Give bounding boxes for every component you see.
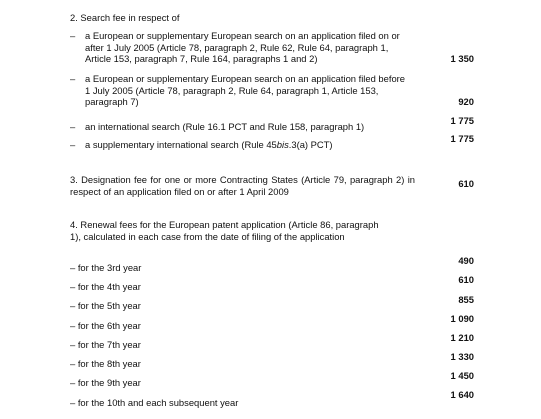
renewal-year-3: – for the 3rd year [70, 262, 142, 273]
renewal-year-3-amount: 490 [458, 255, 474, 266]
search-fee-european-after-2005-amount: 1 350 [450, 53, 474, 64]
item-dash: – [70, 73, 76, 84]
item-dash: – [70, 30, 76, 41]
renewal-year-5: – for the 5th year [70, 300, 141, 311]
search-fee-european-before-2005-amount: 920 [458, 96, 474, 107]
designation-fee-amount: 610 [458, 178, 474, 189]
item-dash: – [70, 139, 76, 150]
search-fee-international-amount: 1 775 [450, 115, 474, 126]
designation-fee: 3. Designation fee for one or more Contracting States (Article 79, paragraph 2) in respect of an application filed on or after 1 April 2009 [70, 174, 415, 197]
renewal-year-4: – for the 4th year [70, 281, 141, 292]
renewal-year-9: – for the 9th year [70, 377, 141, 388]
renewal-year-10-plus-amount: 1 640 [450, 389, 474, 400]
renewal-year-6: – for the 6th year [70, 320, 141, 331]
search-fee-supplementary-international: a supplementary international search (Rule 45bis.3(a) PCT) [85, 139, 333, 150]
renewal-year-7: – for the 7th year [70, 339, 141, 350]
search-fee-european-after-2005: a European or supplementary European search on an application filed on or after 1 July 2005 (Article 78, paragraph 2, Rule 62, Rule 64, paragraph 1, Article 153, paragraph 7, Rule 164, paragraphs 1 and 2) [85, 30, 400, 65]
renewal-year-9-amount: 1 450 [450, 370, 474, 381]
item-dash: – [70, 121, 76, 132]
renewal-year-4-amount: 610 [458, 274, 474, 285]
renewal-fees-heading: 4. Renewal fees for the European patent application (Article 86, paragraph 1), calculated in each case from the date of filing of the application [70, 219, 379, 242]
renewal-year-5-amount: 855 [458, 294, 474, 305]
renewal-year-10-plus: – for the 10th and each subsequent year [70, 397, 239, 408]
search-fee-european-before-2005: a European or supplementary European search on an application filed before 1 July 2005 (Article 78, paragraph 2, Rule 64, paragraph 1, Article 153, paragraph 7) [85, 73, 406, 108]
search-fee-supplementary-international-amount: 1 775 [450, 133, 474, 144]
renewal-year-8: – for the 8th year [70, 358, 141, 369]
section-2-heading: 2. Search fee in respect of [70, 12, 180, 23]
renewal-year-8-amount: 1 330 [450, 351, 474, 362]
search-fee-international: an international search (Rule 16.1 PCT and Rule 158, paragraph 1) [85, 121, 365, 132]
renewal-year-7-amount: 1 210 [450, 332, 474, 343]
renewal-year-6-amount: 1 090 [450, 313, 474, 324]
